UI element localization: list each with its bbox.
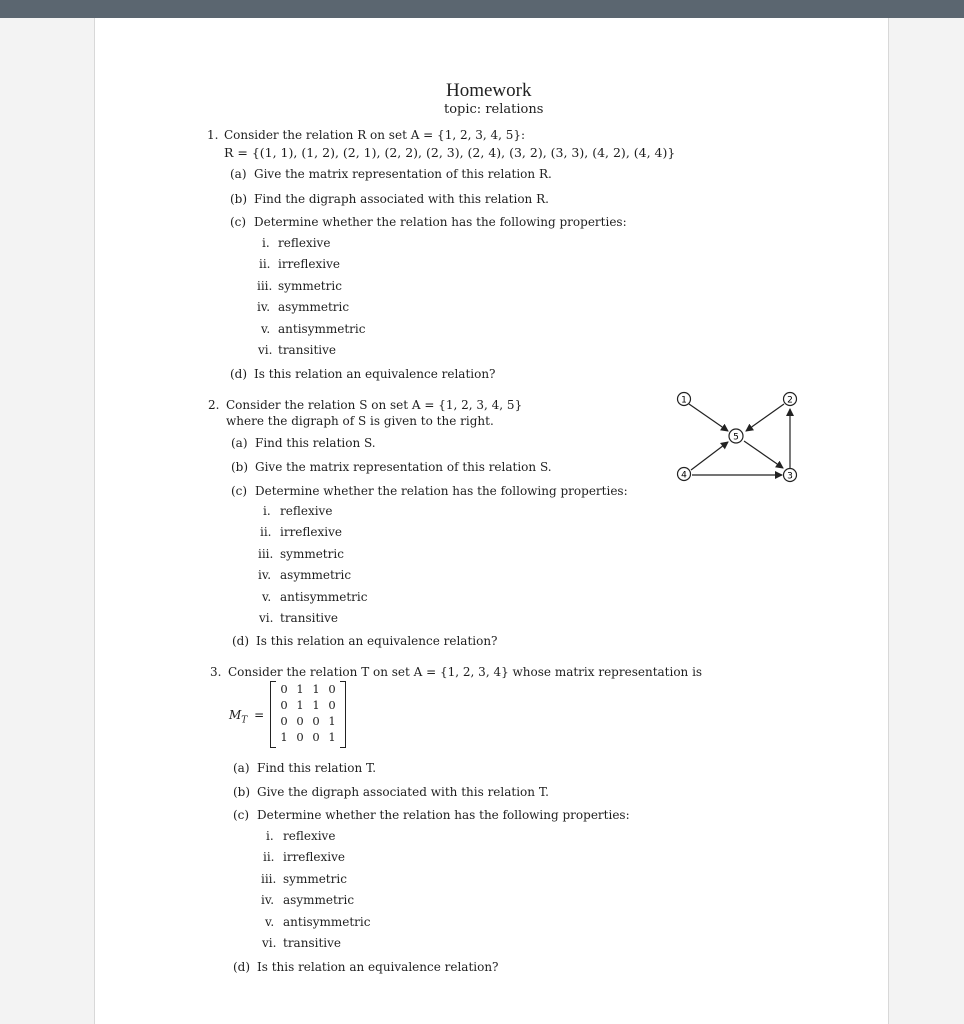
- q3-c-label: (c): [233, 808, 250, 822]
- q1-prop-num: vi.: [258, 343, 273, 357]
- q3-prop-text: symmetric: [283, 872, 347, 886]
- page-title: Homework: [446, 80, 532, 101]
- matrix-row: 1 0 0 1: [280, 730, 336, 744]
- svg-text:3: 3: [787, 471, 793, 482]
- q3-number: 3.: [210, 665, 222, 679]
- q2-prop-num: i.: [263, 504, 271, 518]
- q2-a-label: (a): [231, 436, 248, 450]
- q1-c-text: Determine whether the relation has the following properties:: [254, 215, 627, 229]
- q2-digraph: [670, 385, 810, 490]
- q2-text: Consider the relation S on set A = {1, 2, 3, 4, 5}: [226, 398, 523, 412]
- q1-prop-text: irreflexive: [278, 257, 341, 271]
- q1-prop-text: asymmetric: [278, 300, 350, 314]
- q2-prop-num: vi.: [259, 611, 274, 625]
- edge-2-5: [746, 404, 784, 431]
- node-1: [678, 393, 691, 406]
- q3-prop-num: vi.: [262, 936, 277, 950]
- q1-prop-text: antisymmetric: [278, 322, 366, 336]
- q1-c-label: (c): [230, 215, 247, 229]
- edge-4-5: [691, 442, 728, 470]
- q2-prop-num: iv.: [258, 568, 272, 582]
- q1-d-text: Is this relation an equivalence relation?: [254, 367, 496, 381]
- matrix-label: $M_T$ =: [229, 708, 265, 726]
- q3-d-label: (d): [233, 960, 251, 974]
- q3-prop-text: antisymmetric: [283, 915, 371, 929]
- q2-d-label: (d): [232, 634, 250, 648]
- node-3: [784, 469, 797, 482]
- q3-prop-num: v.: [265, 915, 275, 929]
- svg-text:2: 2: [787, 395, 793, 406]
- q1-prop-num: ii.: [259, 257, 271, 271]
- q2-b-label: (b): [231, 460, 249, 474]
- matrix-row: 0 0 0 1: [280, 714, 336, 728]
- q1-a-text: Give the matrix representation of this relation R.: [254, 167, 552, 181]
- q2-b-text: Give the matrix representation of this relation S.: [255, 460, 552, 474]
- svg-text:5: 5: [733, 432, 739, 443]
- q2-prop-num: iii.: [258, 547, 274, 561]
- page-subtitle: topic: relations: [444, 102, 544, 117]
- q1-prop-text: reflexive: [278, 236, 331, 250]
- q2-prop-num: ii.: [260, 525, 272, 539]
- q2-prop-text: transitive: [280, 611, 338, 625]
- matrix-row: 0 1 1 0: [280, 682, 336, 696]
- q1-prop-text: transitive: [278, 343, 336, 357]
- q3-prop-num: i.: [266, 829, 274, 843]
- q2-prop-text: symmetric: [280, 547, 344, 561]
- q2-prop-num: v.: [262, 590, 272, 604]
- q2-c-text: Determine whether the relation has the following properties:: [255, 484, 628, 498]
- q3-b-label: (b): [233, 785, 251, 799]
- q2-prop-text: reflexive: [280, 504, 333, 518]
- q3-prop-text: transitive: [283, 936, 341, 950]
- q1-prop-num: v.: [261, 322, 271, 336]
- q1-a-label: (a): [230, 167, 247, 181]
- edge-5-3: [744, 441, 783, 468]
- q2-number: 2.: [208, 398, 220, 412]
- matrix-mt: [270, 681, 346, 747]
- viewer-toolbar: [0, 0, 964, 18]
- q3-prop-num: iv.: [261, 893, 275, 907]
- svg-text:4: 4: [681, 470, 687, 481]
- q3-prop-num: iii.: [261, 872, 277, 886]
- q1-prop-num: i.: [262, 236, 270, 250]
- q3-prop-text: reflexive: [283, 829, 336, 843]
- node-2: [784, 393, 797, 406]
- q1-prop-num: iv.: [257, 300, 271, 314]
- q3-prop-text: irreflexive: [283, 850, 346, 864]
- edge-1-5: [689, 404, 728, 431]
- q2-prop-text: antisymmetric: [280, 590, 368, 604]
- node-4: [678, 468, 691, 481]
- q3-prop-text: asymmetric: [283, 893, 355, 907]
- q2-c-label: (c): [231, 484, 248, 498]
- q1-number: 1.: [207, 128, 219, 142]
- q3-a-label: (a): [233, 761, 250, 775]
- q2-prop-text: asymmetric: [280, 568, 352, 582]
- q1-d-label: (d): [230, 367, 248, 381]
- q1-relation: R = {(1, 1), (1, 2), (2, 1), (2, 2), (2, 3), (2, 4), (3, 2), (3, 3), (4, 2), (4, 4)}: [224, 145, 676, 160]
- matrix-row: 0 1 1 0: [280, 698, 336, 712]
- q1-b-label: (b): [230, 192, 248, 206]
- q3-text: Consider the relation T on set A = {1, 2, 3, 4} whose matrix representation is: [228, 665, 703, 679]
- q3-prop-num: ii.: [263, 850, 275, 864]
- q1-b-text: Find the digraph associated with this relation R.: [254, 192, 549, 206]
- node-5: [729, 429, 743, 443]
- q1-prop-num: iii.: [257, 279, 273, 293]
- q1-text: Consider the relation R on set A = {1, 2, 3, 4, 5}:: [224, 128, 526, 142]
- q2-prop-text: irreflexive: [280, 525, 343, 539]
- q1-prop-text: symmetric: [278, 279, 342, 293]
- q2-a-text: Find this relation S.: [255, 436, 376, 450]
- q3-a-text: Find this relation T.: [257, 761, 377, 775]
- svg-text:1: 1: [681, 395, 687, 406]
- q2-text-2: where the digraph of S is given to the right.: [226, 414, 494, 428]
- q2-d-text: Is this relation an equivalence relation?: [256, 634, 498, 648]
- q3-c-text: Determine whether the relation has the following properties:: [257, 808, 630, 822]
- q3-d-text: Is this relation an equivalence relation?: [257, 960, 499, 974]
- q3-b-text: Give the digraph associated with this relation T.: [257, 785, 549, 799]
